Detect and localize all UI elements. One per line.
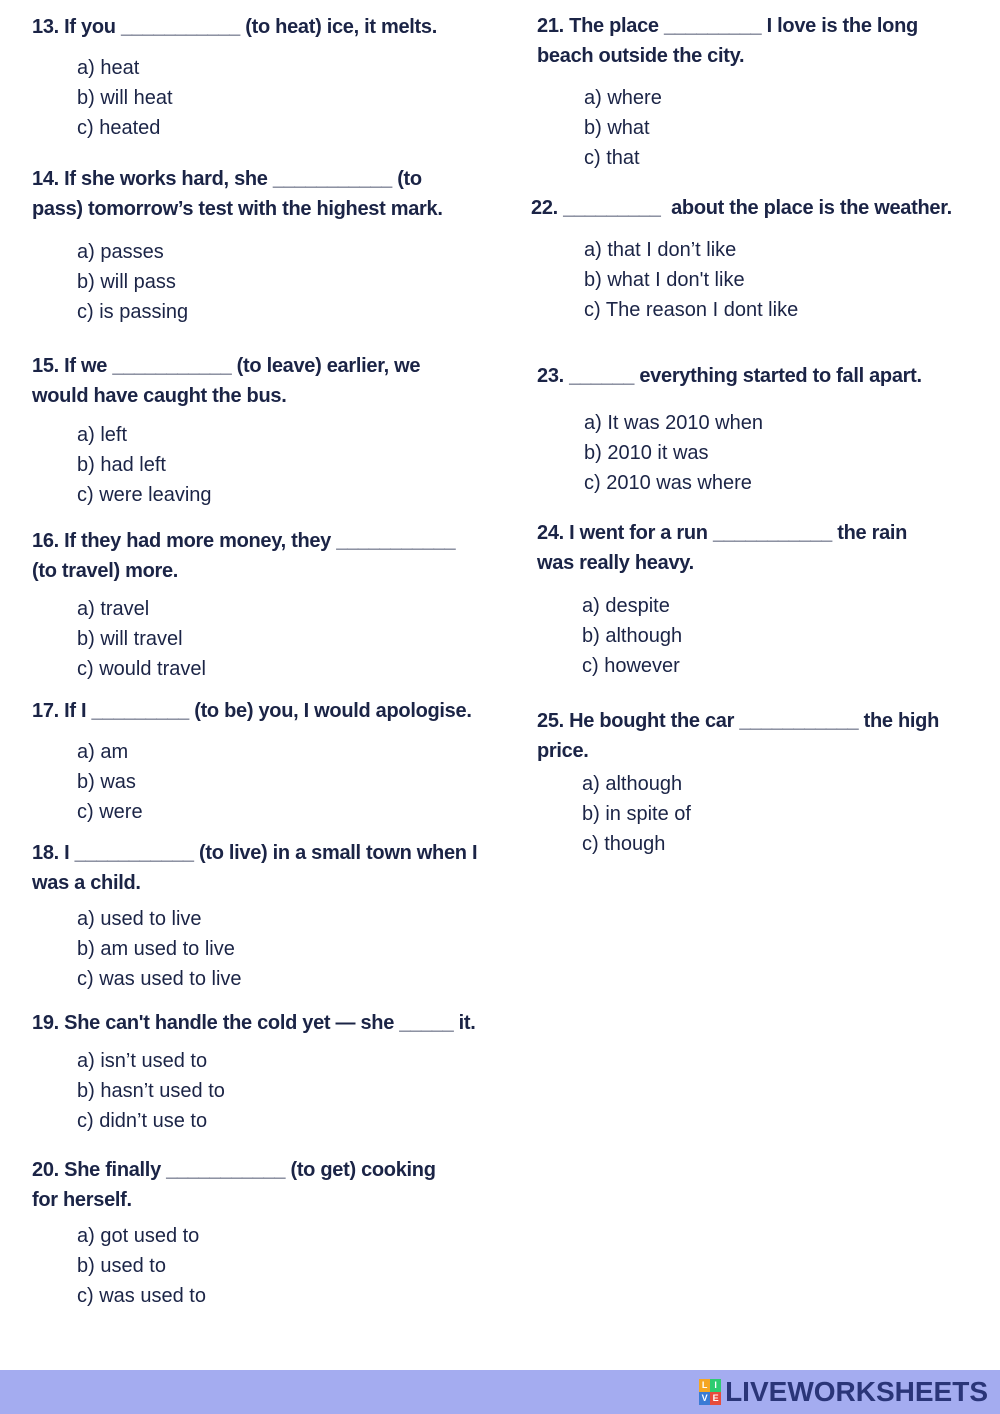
logo-letter: L <box>699 1379 710 1392</box>
question-16-prompt <box>32 526 455 586</box>
question-13-option-a[interactable]: a) heat <box>77 57 140 79</box>
question-25-option-b[interactable]: b) in spite of <box>582 803 691 825</box>
question-16-option-c[interactable]: c) would travel <box>77 658 206 680</box>
question-24-prompt <box>537 518 907 578</box>
question-15-option-b[interactable]: b) had left <box>77 454 166 476</box>
question-15-prompt <box>32 351 420 411</box>
question-21-option-a[interactable]: a) where <box>584 87 662 109</box>
question-23-option-a[interactable]: a) It was 2010 when <box>584 412 763 434</box>
prompt-line: (to travel) more. <box>32 560 179 582</box>
prompt-line: for herself. <box>32 1189 132 1211</box>
question-24-option-c[interactable]: c) however <box>582 655 680 677</box>
question-25-option-a[interactable]: a) although <box>582 773 683 795</box>
logo-letter: I <box>710 1379 721 1392</box>
question-18-option-b[interactable]: b) am used to live <box>77 938 235 960</box>
question-17-option-b[interactable]: b) was <box>77 771 136 793</box>
logo-letter: V <box>699 1392 710 1405</box>
question-22-option-c[interactable]: c) The reason I dont like <box>584 299 799 321</box>
question-21-prompt <box>537 11 918 71</box>
question-17-prompt: 17. If I _________ (to be) you, I would apologise. <box>32 700 472 722</box>
question-22-prompt: 22. _________ about the place is the weather. <box>531 197 952 219</box>
logo-letter: E <box>710 1392 721 1405</box>
question-25-option-c[interactable]: c) though <box>582 833 666 855</box>
question-18-prompt <box>32 838 477 898</box>
prompt-line: 16. If they had more money, they ___________ <box>32 530 456 552</box>
question-20-option-a[interactable]: a) got used to <box>77 1225 200 1247</box>
footer-bar <box>0 1370 1000 1414</box>
prompt-line: 25. He bought the car ___________ the high <box>537 710 940 732</box>
prompt-line: 21. The place _________ I love is the long <box>537 15 918 37</box>
question-20-option-c[interactable]: c) was used to <box>77 1285 206 1307</box>
prompt-line: would have caught the bus. <box>32 385 287 407</box>
question-15-option-c[interactable]: c) were leaving <box>77 484 212 506</box>
question-14-option-b[interactable]: b) will pass <box>77 271 176 293</box>
prompt-line: price. <box>537 740 589 762</box>
question-19-option-b[interactable]: b) hasn’t used to <box>77 1080 225 1102</box>
prompt-line: 24. I went for a run ___________ the rain <box>537 522 908 544</box>
prompt-line: 20. She finally ___________ (to get) cooking <box>32 1159 436 1181</box>
question-17-option-c[interactable]: c) were <box>77 801 143 823</box>
question-15-option-a[interactable]: a) left <box>77 424 128 446</box>
prompt-line: 18. I ___________ (to live) in a small town when I <box>32 842 478 864</box>
question-22-option-a[interactable]: a) that I don’t like <box>584 239 737 261</box>
question-16-option-b[interactable]: b) will travel <box>77 628 183 650</box>
question-21-option-b[interactable]: b) what <box>584 117 650 139</box>
question-14-prompt <box>32 164 443 224</box>
question-14-option-a[interactable]: a) passes <box>77 241 164 263</box>
question-23-option-b[interactable]: b) 2010 it was <box>584 442 709 464</box>
question-18-option-c[interactable]: c) was used to live <box>77 968 242 990</box>
question-18-option-a[interactable]: a) used to live <box>77 908 202 930</box>
question-14-option-c[interactable]: c) is passing <box>77 301 189 323</box>
question-13-option-c[interactable]: c) heated <box>77 117 161 139</box>
liveworksheets-logo-icon <box>699 1379 721 1405</box>
question-19-prompt: 19. She can't handle the cold yet — she _____ it. <box>32 1012 476 1034</box>
question-19-option-a[interactable]: a) isn’t used to <box>77 1050 208 1072</box>
question-23-prompt: 23. ______ everything started to fall apart. <box>537 365 922 387</box>
prompt-line: was a child. <box>32 872 141 894</box>
question-20-option-b[interactable]: b) used to <box>77 1255 166 1277</box>
question-20-prompt <box>32 1155 436 1215</box>
question-25-prompt <box>537 706 939 766</box>
question-17-option-a[interactable]: a) am <box>77 741 129 763</box>
question-13-option-b[interactable]: b) will heat <box>77 87 173 109</box>
prompt-line: was really heavy. <box>537 552 694 574</box>
question-16-option-a[interactable]: a) travel <box>77 598 150 620</box>
prompt-line: 15. If we ___________ (to leave) earlier, we <box>32 355 421 377</box>
prompt-line: 14. If she works hard, she ___________ (to <box>32 168 422 190</box>
question-22-option-b[interactable]: b) what I don't like <box>584 269 745 291</box>
question-21-option-c[interactable]: c) that <box>584 147 640 169</box>
question-23-option-c[interactable]: c) 2010 was where <box>584 472 752 494</box>
prompt-line: pass) tomorrow’s test with the highest mark. <box>32 198 443 220</box>
question-24-option-a[interactable]: a) despite <box>582 595 670 617</box>
prompt-line: beach outside the city. <box>537 45 745 67</box>
brand-name: LIVEWORKSHEETS <box>725 1376 988 1407</box>
question-24-option-b[interactable]: b) although <box>582 625 683 647</box>
liveworksheets-brand[interactable] <box>699 1376 988 1408</box>
question-19-option-c[interactable]: c) didn’t use to <box>77 1110 208 1132</box>
question-13-prompt: 13. If you ___________ (to heat) ice, it melts. <box>32 16 437 38</box>
